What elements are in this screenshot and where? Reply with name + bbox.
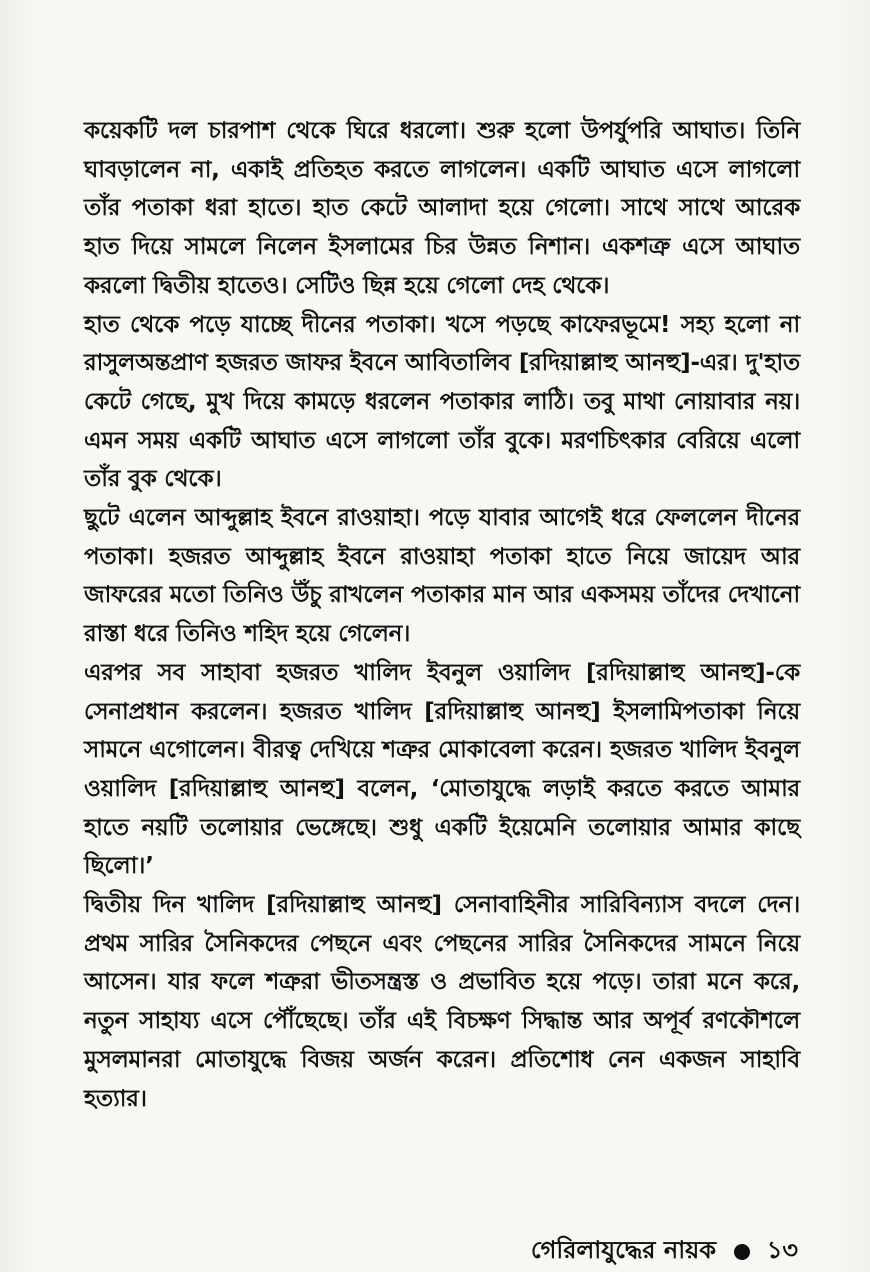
page-number: ১৩: [766, 1236, 798, 1264]
body-text: [84, 112, 800, 1118]
paragraph: এরপর সব সাহাবা হজরত খালিদ ইবনুল ওয়ালিদ [রদিয়াল্লাহু আনহু]-কে সেনাপ্রধান করলেন। হজরত খালিদ [রদিয়াল্লাহু আনহু] ইসলামিপতাকা নিয়ে সামনে এগোলেন। বীরত্ব দেখিয়ে শত্রুর মোকাবেলা করেন। হজরত খালিদ ইবনুল ওয়ালিদ [রদিয়াল্লাহু আনহু] বলেন, ‘মোতাযুদ্ধে লড়াই করতে করতে আমার হাতে নয়টি তলোয়ার ভেঙ্গেছে। শুধু একটি ইয়েমেনি তলোয়ার আমার কাছে ছিলো।’: [84, 659, 800, 880]
paragraph: ছুটে এলেন আব্দুল্লাহ ইবনে রাওয়াহা। পড়ে যাবার আগেই ধরে ফেললেন দীনের পতাকা। হজরত আব্দুল্লাহ ইবনে রাওয়াহা পতাকা হাতে নিয়ে জায়েদ আর জাফরের মতো তিনিও উঁচু রাখলেন পতাকার মান আর একসময় তাঁদের দেখানো রাস্তা ধরে তিনিও শহিদ হয়ে গেলেন।: [84, 505, 800, 648]
book-title: গেরিলাযুদ্ধের নায়ক: [530, 1236, 717, 1264]
paragraph: কয়েকটি দল চারপাশ থেকে ঘিরে ধরলো। শুরু হলো উপর্যুপরি আঘাত। তিনি ঘাবড়ালেন না, একাই প্রতিহত করতে লাগলেন। একটি আঘাত এসে লাগলো তাঁর পতাকা ধরা হাতে। হাত কেটে আলাদা হয়ে গেলো। সাথে সাথে আরেক হাত দিয়ে সামলে নিলেন ইসলামের চির উন্নত নিশান। একশত্রু এসে আঘাত করলো দ্বিতীয় হাতেও। সেটিও ছিন্ন হয়ে গেলো দেহ থেকে।: [84, 118, 800, 299]
page-footer: [531, 1232, 798, 1272]
paragraph: দ্বিতীয় দিন খালিদ [রদিয়াল্লাহু আনহু] সেনাবাহিনীর সারিবিন্যাস বদলে দেন। প্রথম সারির সৈনিকদের পেছনে এবং পেছনের সারির সৈনিকদের সামনে নিয়ে আসেন। যার ফলে শত্রুরা ভীতসন্ত্রস্ত ও প্রভাবিত হয়ে পড়ে। তারা মনে করে, নতুন সাহায্য এসে পৌঁছেছে। তাঁর এই বিচক্ষণ সিদ্ধান্ত আর অপূর্ব রণকৌশলে মুসলমানরা মোতাযুদ্ধে বিজয় অর্জন করেন। প্রতিশোধ নেন একজন সাহাবি হত্যার।: [84, 892, 800, 1112]
paragraph: হাত থেকে পড়ে যাচ্ছে দীনের পতাকা। খসে পড়ছে কাফেরভূমে! সহ্য হলো না রাসুলঅন্তপ্রাণ হজরত জাফর ইবনে আবিতালিব [রদিয়াল্লাহু আনহু]-এর। দু'হাত কেটে গেছে, মুখ দিয়ে কামড়ে ধরলেন পতাকার লাঠি। তবু মাথা নোয়াবার নয়। এমন সময় একটি আঘাত এসে লাগলো তাঁর বুকে। মরণচিৎকার বেরিয়ে এলো তাঁর বুক থেকে।: [84, 311, 800, 493]
bullet-icon: [734, 1244, 750, 1260]
